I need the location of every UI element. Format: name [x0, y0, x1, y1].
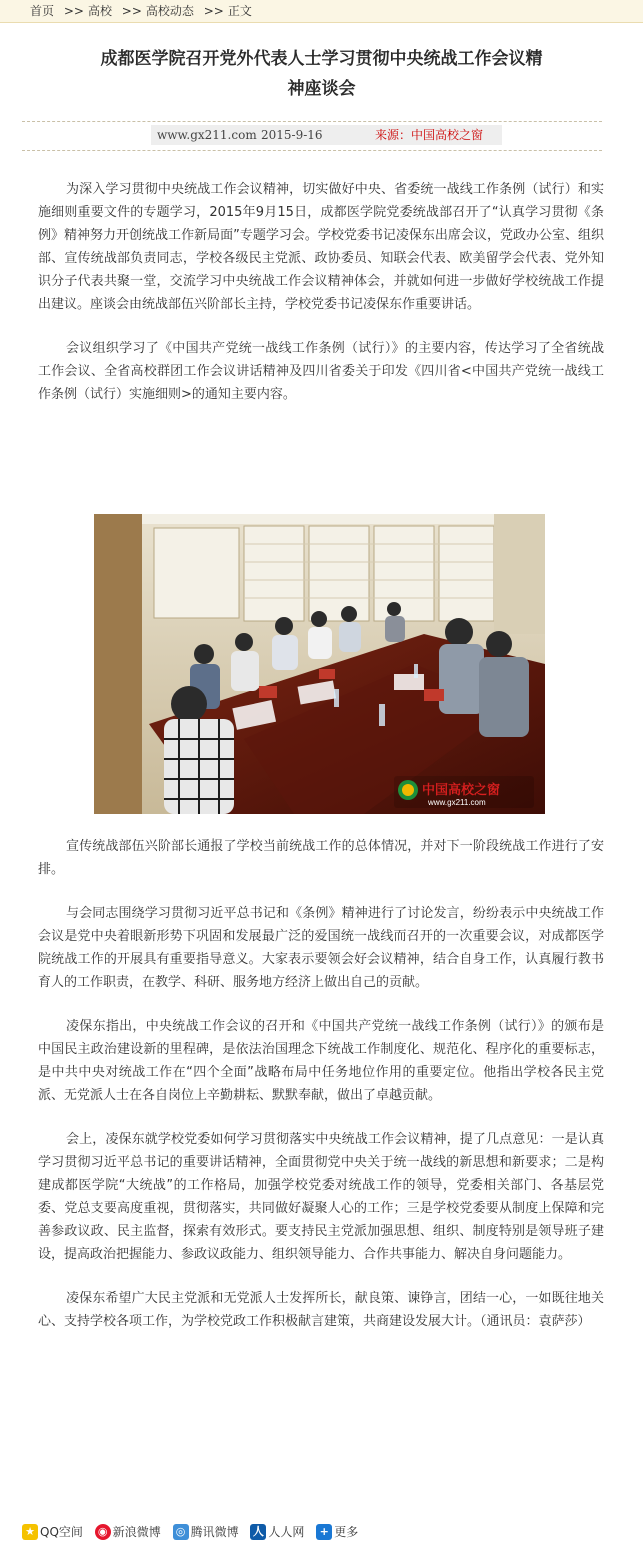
article-paragraph: 会议组织学习了《中国共产党统一战线工作条例（试行）》的主要内容，传达学习了全省统战工作会议、全省高校群团工作会议讲话精神及四川省委关于印发《四川省<中国共产党统一战线工作条例（试行）实施细则>的通知主要内容。	[38, 341, 604, 402]
article-source: 来源：中国高校之窗	[375, 128, 484, 142]
watermark-brand: 中国高校之窗	[422, 782, 501, 797]
more-icon: +	[316, 1524, 332, 1540]
article-paragraph: 会上，凌保东就学校党委如何学习贯彻落实中央统战工作会议精神，提了几点意见：一是认真学习贯彻习近平总书记的重要讲话精神，全面贯彻党中央关于统一战线的新思想和新要求；二是构建成都医学院“大统战”的工作格局，加强学校党委对统战工作的领导，党委相关部门、各基层党委、党总支要高度重视，贯彻落实，共同做好凝聚人心的工作；三是学校党委要从制度上保障和完善参政议政、民主监督，探索有效形式。要支持民主党派加强思想、组织、制度特别是领导班子建设，提高政治把握能力、参政议政能力、组织领导能力、合作共事能力、解决自身问题能力。	[38, 1132, 604, 1262]
article-paragraph: 凌保东指出，中央统战工作会议的召开和《中国共产党统一战线工作条例（试行）》的颁布是中国民主政治建设新的里程碑，是依法治国理念下统战工作制度化、规范化、程序化的重要标志，是中共中央对统战工作在“四个全面”战略布局中任务地位作用的重要定位。他指出学校各民主党派、无党派人士在各自岗位上辛勤耕耘、默默奉献，做出了卓越贡献。	[38, 1019, 604, 1103]
article-meta	[151, 125, 502, 145]
breadcrumb	[0, 0, 643, 22]
share-tencent-weibo-button[interactable]	[173, 1521, 239, 1543]
article-body-bottom	[38, 835, 604, 1354]
share-label: 新浪微博	[112, 1525, 161, 1539]
breadcrumb-home-link[interactable]: 首页	[30, 4, 55, 18]
article-site: www.gx211.com	[157, 128, 257, 142]
watermark-url: www.gx211.com	[428, 798, 486, 807]
share-label: 更多	[334, 1525, 359, 1539]
tencent-weibo-icon: ◎	[173, 1524, 189, 1540]
breadcrumb-current: 正文	[227, 4, 252, 18]
sina-weibo-icon: ◉	[95, 1524, 111, 1540]
article-title-line-2: 神座谈会	[287, 79, 356, 99]
share-label: 腾讯微博	[190, 1525, 239, 1539]
breadcrumb-separator: >>	[63, 4, 84, 18]
article-photo	[94, 514, 545, 814]
breadcrumb-separator: >>	[121, 4, 142, 18]
share-label: QQ空间	[40, 1525, 83, 1539]
divider	[22, 121, 602, 122]
share-bar	[22, 1521, 366, 1543]
qzone-icon: ★	[22, 1524, 38, 1540]
divider	[22, 150, 602, 151]
breadcrumb-link-college-news[interactable]: 高校动态	[145, 4, 194, 18]
article-date: 2015-9-16	[261, 128, 323, 142]
breadcrumb-link-colleges[interactable]: 高校	[87, 4, 112, 18]
share-qzone-button[interactable]	[22, 1521, 83, 1543]
photo-watermark	[394, 776, 534, 808]
article-paragraph: 为深入学习贯彻中央统战工作会议精神，切实做好中央、省委统一战线工作条例（试行）和实施细则重要文件的专题学习，2015年9月15日，成都医学院党委统战部召开了“认真学习贯彻《条例》精神努力开创统战工作新局面”专题学习会。学校党委书记凌保东出席会议，党政办公室、组织部、宣传统战部负责同志，学校各级民主党派、政协委员、知联会代表、欧美留学会代表、党外知识分子代表共聚一堂，交流学习中央统战工作会议精神体会，并就如何进一步做好学校统战工作提出建议。座谈会由统战部伍兴阶部长主持，学校党委书记凌保东作重要讲话。	[38, 182, 604, 312]
share-sina-weibo-button[interactable]	[95, 1521, 161, 1543]
article-body-top	[38, 178, 604, 427]
breadcrumb-bar	[0, 0, 643, 23]
article-paragraph: 凌保东希望广大民主党派和无党派人士发挥所长，献良策、谏铮言，团结一心，一如既往地关心、支持学校各项工作，为学校党政工作积极献言建策，共商建设发展大计。（通讯员：袁萨莎）	[38, 1291, 604, 1329]
breadcrumb-separator: >>	[203, 4, 224, 18]
article-paragraph: 与会同志围绕学习贯彻习近平总书记和《条例》精神进行了讨论发言，纷纷表示中央统战工作会议是党中央着眼新形势下巩固和发展最广泛的爱国统一战线而召开的一次重要会议，对成都医学院统战工作的开展具有重要指导意义。大家表示要领会好会议精神，结合自身工作，认真履行教书育人的工作职责，在教学、科研、服务地方经济上做出自己的贡献。	[38, 906, 604, 990]
article-paragraph: 宣传统战部伍兴阶部长通报了学校当前统战工作的总体情况，并对下一阶段统战工作进行了安排。	[38, 839, 604, 877]
article-title-line-1: 成都医学院召开党外代表人士学习贯彻中央统战工作会议精	[100, 49, 543, 69]
share-more-button[interactable]	[316, 1521, 358, 1543]
renren-icon: 人	[250, 1524, 266, 1540]
article-title	[0, 44, 643, 104]
share-label: 人人网	[268, 1525, 305, 1539]
share-renren-button[interactable]	[250, 1521, 304, 1543]
